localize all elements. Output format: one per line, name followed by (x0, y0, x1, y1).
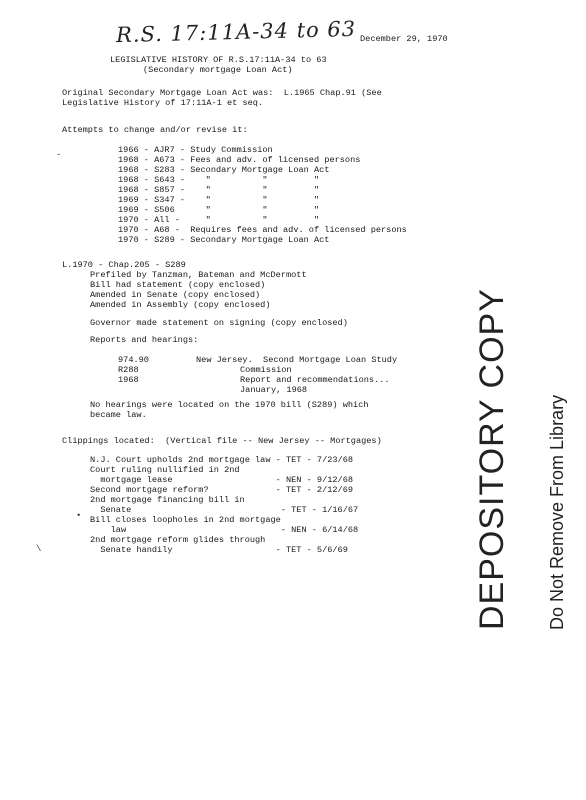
law-note: Prefiled by Tanzman, Bateman and McDermott (90, 270, 307, 280)
report-code: R288 (118, 365, 139, 375)
report-text: New Jersey. Second Mortgage Loan Study (196, 355, 398, 365)
stamp-line-1: DEPOSITORY COPY (473, 288, 511, 630)
clipping-item: mortgage lease - NEN - 9/12/68 (90, 475, 354, 485)
report-text: Report and recommendations... (240, 375, 390, 385)
attempt-item: 1969 - S506 " " " (118, 205, 320, 215)
hearings-note-line-2: became law. (90, 410, 147, 420)
clipping-item: Court ruling nullified in 2nd (90, 465, 240, 475)
attempt-item: 1970 - S289 - Secondary Mortgage Loan Act (118, 235, 330, 245)
clipping-item: 2nd mortgage financing bill in (90, 495, 245, 505)
clippings-heading: Clippings located: (Vertical file -- New Jersey -- Mortgages) (62, 436, 382, 446)
report-text: Commission (240, 365, 292, 375)
document-date: December 29, 1970 (360, 34, 448, 44)
law-note: Bill had statement (copy enclosed) (90, 280, 266, 290)
attempt-item: 1970 - A68 - Requires fees and adv. of licensed persons (118, 225, 407, 235)
clipping-item: Senate - TET - 1/16/67 (90, 505, 359, 515)
depository-stamp (438, 288, 586, 630)
document-subtitle: (Secondary mortgage Loan Act) (143, 65, 293, 75)
hearings-note-line-1: No hearings were located on the 1970 bill (S289) which (90, 400, 369, 410)
attempt-item: 1968 - S643 - " " " (118, 175, 320, 185)
clipping-item: Bill closes loopholes in 2nd mortgage (90, 515, 281, 525)
law-heading: L.1970 - Chap.205 - S289 (62, 260, 186, 270)
attempt-item: 1966 - AJR7 - Study Commission (118, 145, 273, 155)
attempt-item: 1968 - A673 - Fees and adv. of licensed persons (118, 155, 361, 165)
document-title: LEGISLATIVE HISTORY OF R.S.17:11A-34 to 63 (110, 55, 327, 65)
report-text: January, 1968 (240, 385, 308, 395)
clipping-item: Second mortgage reform? - TET - 2/12/69 (90, 485, 354, 495)
attempt-item: 1969 - S347 - " " " (118, 195, 320, 205)
attempt-item: 1968 - S283 - Secondary Mortgage Loan Act (118, 165, 330, 175)
clipping-item: law - NEN - 6/14/68 (90, 525, 359, 535)
attempts-heading: Attempts to change and/or revise it: (62, 125, 248, 135)
stamp-line-2: Do Not Remove From Library (547, 394, 567, 630)
report-code: 1968 (118, 375, 139, 385)
reports-heading: Reports and hearings: (90, 335, 199, 345)
clipping-item: Senate handily - TET - 5/6/69 (90, 545, 348, 555)
bullet-mark: • (76, 511, 82, 521)
original-act-line-2: Legislative History of 17:11A-1 et seq. (62, 98, 264, 108)
handwritten-reference: R.S. 17:11A-34 to 63 (115, 16, 357, 48)
law-note: Amended in Assembly (copy enclosed) (90, 300, 271, 310)
clipping-item: 2nd mortgage reform glides through (90, 535, 266, 545)
law-note: Amended in Senate (copy enclosed) (90, 290, 261, 300)
stray-mark: - (56, 150, 62, 160)
stray-mark: \ (36, 544, 42, 554)
clipping-item: N.J. Court upholds 2nd mortgage law - TET - 7/23/68 (90, 455, 354, 465)
original-act-line-1: Original Secondary Mortgage Loan Act was: L.1965 Chap.91 (See (62, 88, 382, 98)
governor-statement: Governor made statement on signing (copy enclosed) (90, 318, 348, 328)
attempt-item: 1968 - S857 - " " " (118, 185, 320, 195)
report-code: 974.90 (118, 355, 149, 365)
attempt-item: 1970 - All - " " " (118, 215, 320, 225)
